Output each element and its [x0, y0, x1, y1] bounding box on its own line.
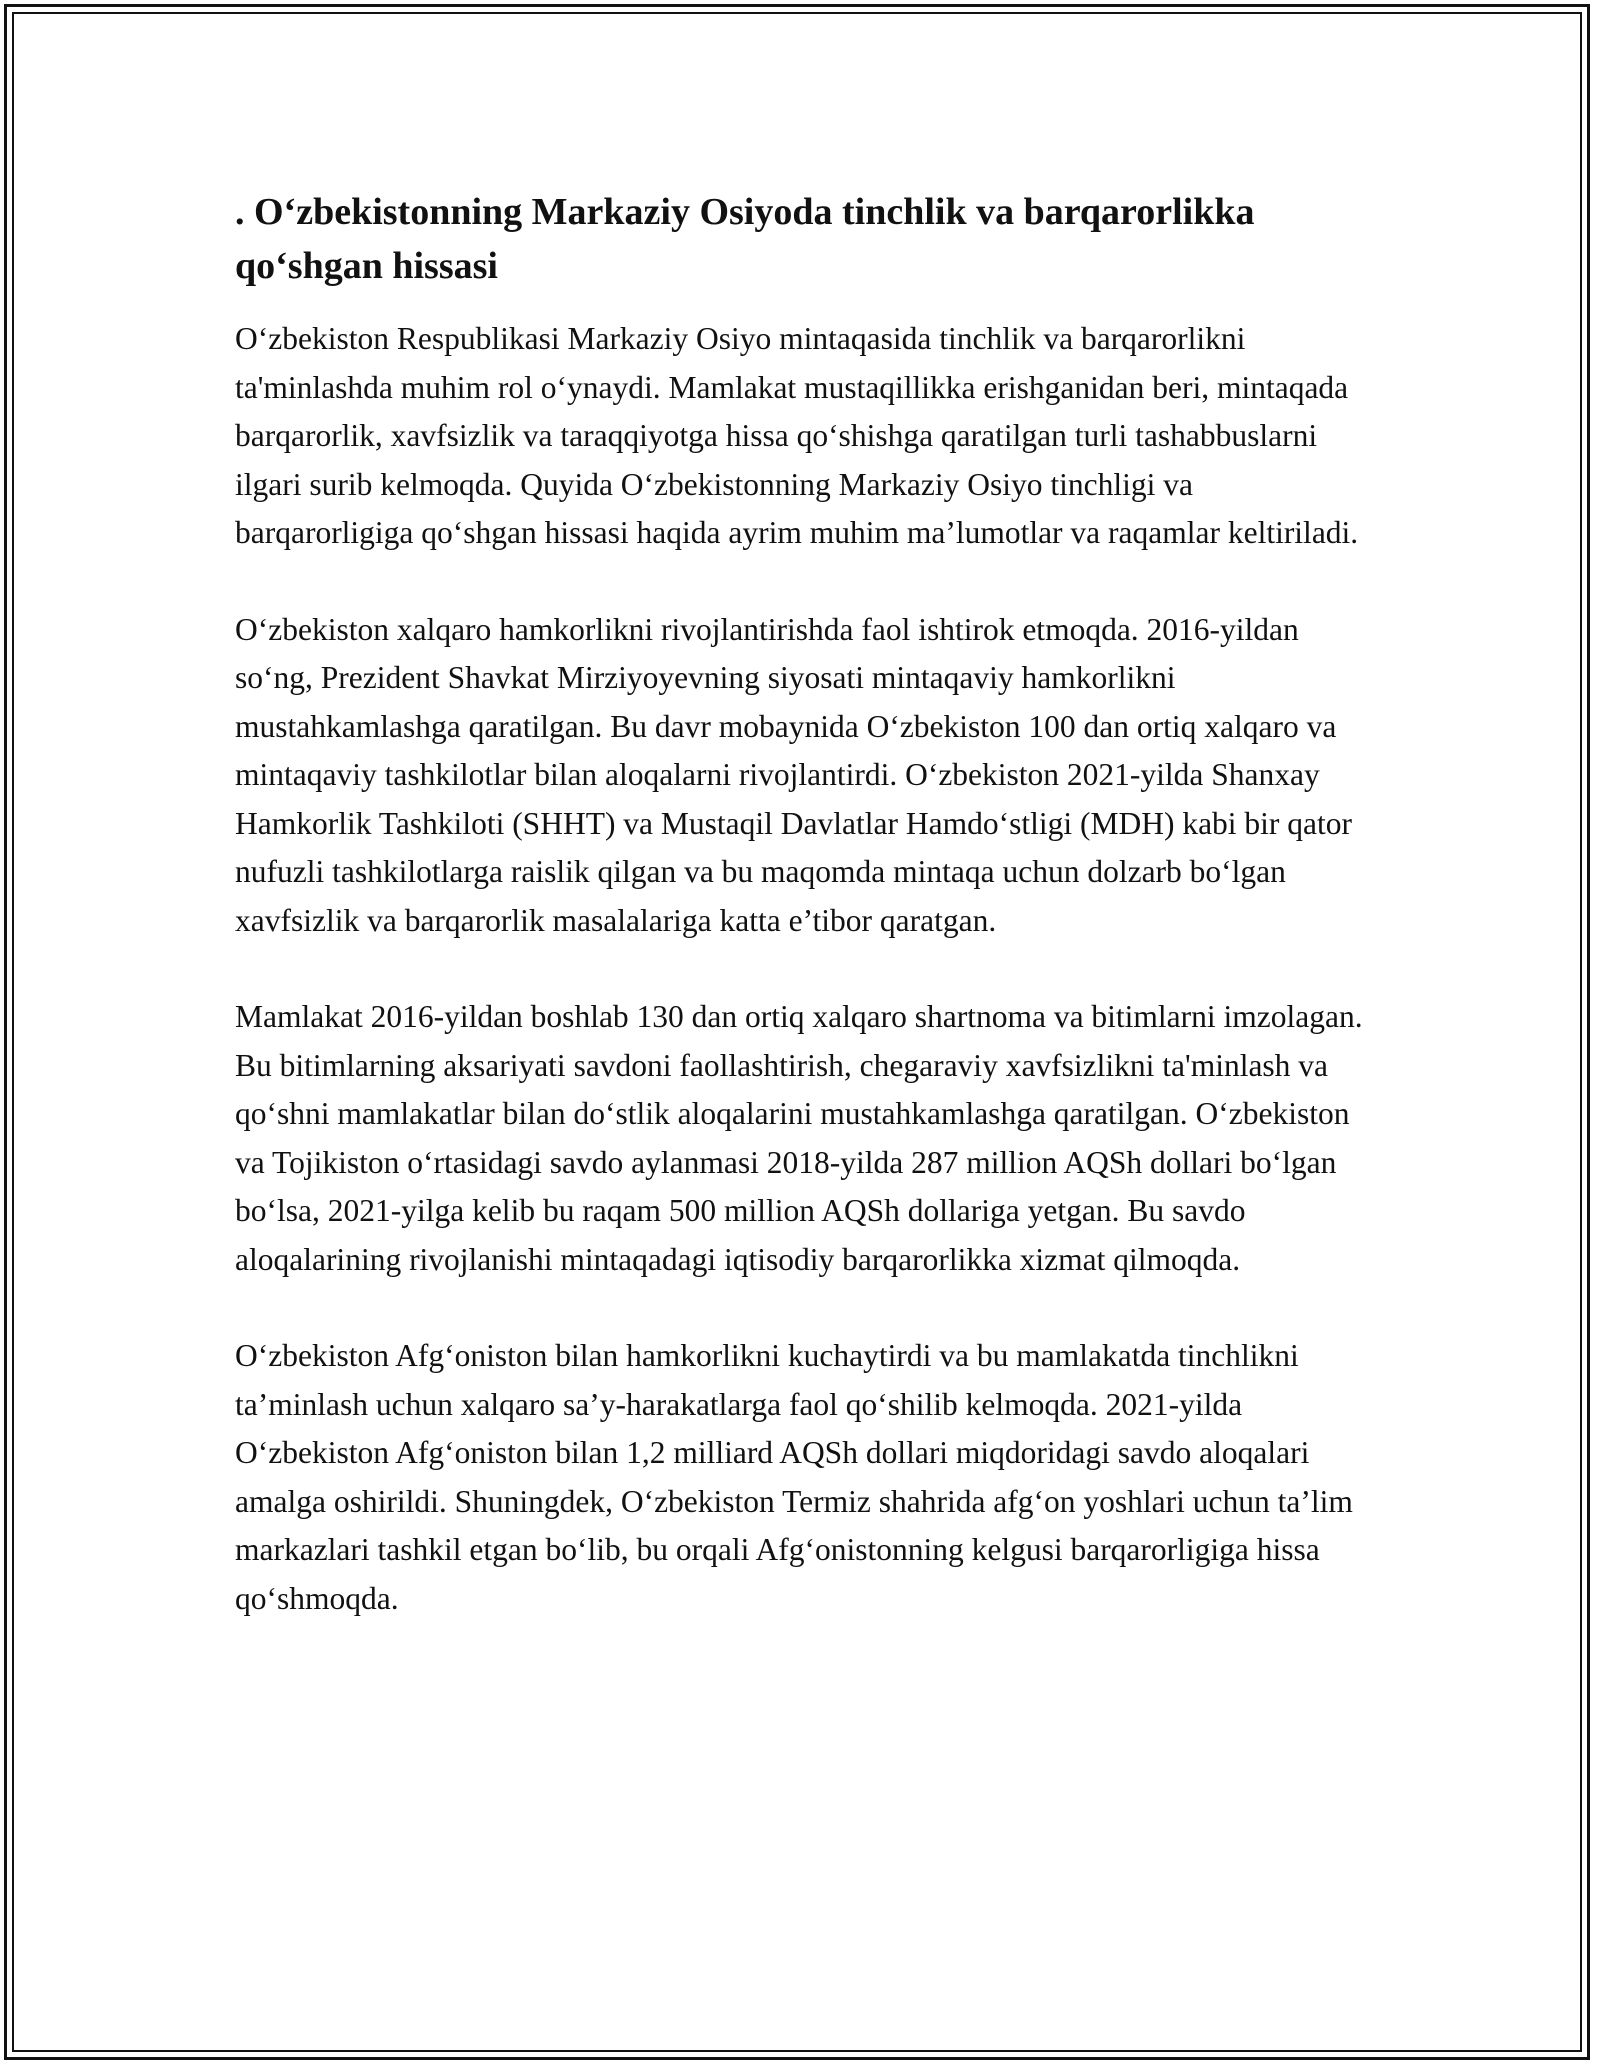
document-body	[235, 185, 1375, 1671]
page-title: . O‘zbekistonning Markaziy Osiyoda tinchlik va barqarorlikka qo‘shgan hissasi	[235, 191, 1255, 287]
paragraph-international-cooperation: O‘zbekiston xalqaro hamkorlikni rivojlantirishda faol ishtirok etmoqda. 2016-yildan so‘ng, Prezident Shavkat Mirziyoyevning siyosati mintaqaviy hamkorlikni mustahkamlashga qaratilgan. Bu davr mobaynida O‘zbekiston 100 dan ortiq xalqaro va mintaqaviy tashkilotlar bilan aloqalarni rivojlantirdi. O‘zbekiston 2021-yilda Shanxay Hamkorlik Tashkiloti (SHHT) va Mustaqil Davlatlar Hamdo‘stligi (MDH) kabi bir qator nufuzli tashkilotlarga raislik qilgan va bu maqomda mintaqa uchun dolzarb bo‘lgan xavfsizlik va barqarorlik masalalariga katta e’tibor qaratgan.	[235, 611, 1353, 938]
paragraph-intro: O‘zbekiston Respublikasi Markaziy Osiyo mintaqasida tinchlik va barqarorlikni ta'minlashda muhim rol o‘ynaydi. Mamlakat mustaqillikka erishganidan beri, mintaqada barqarorlik, xavfsizlik va taraqqiyotga hissa qo‘shishga qaratilgan turli tashabbuslarni ilgari surib kelmoqda. Quyida O‘zbekistonning Markaziy Osiyo tinchligi va barqarorligiga qo‘shgan hissasi haqida ayrim muhim ma’lumotlar va raqamlar keltiriladi.	[235, 321, 1359, 550]
paragraph-afghanistan: O‘zbekiston Afg‘oniston bilan hamkorlikni kuchaytirdi va bu mamlakatda tinchlikni ta’minlash uchun xalqaro sa’y-harakatlarga faol qo‘shilib kelmoqda. 2021-yilda O‘zbekiston Afg‘oniston bilan 1,2 milliard AQSh dollari miqdoridagi savdo aloqalari amalga oshirildi. Shuningdek, O‘zbekiston Termiz shahrida afg‘on yoshlari uchun ta’lim markazlari tashkil etgan bo‘lib, bu orqali Afg‘onistonning kelgusi barqarorligiga hissa qo‘shmoqda.	[235, 1338, 1353, 1616]
paragraph-agreements-trade: Mamlakat 2016-yildan boshlab 130 dan ortiq xalqaro shartnoma va bitimlarni imzolagan. Bu bitimlarning aksariyati savdoni faollashtirish, chegaraviy xavfsizlikni ta'minlash va qo‘shni mamlakatlar bilan do‘stlik aloqalarini mustahkamlashga qaratilgan. O‘zbekiston va Tojikiston o‘rtasidagi savdo aylanmasi 2018-yilda 287 million AQSh dollari bo‘lgan bo‘lsa, 2021-yilga kelib bu raqam 500 million AQSh dollariga yetgan. Bu savdo aloqalarining rivojlanishi mintaqadagi iqtisodiy barqarorlikka xizmat qilmoqda.	[235, 999, 1363, 1277]
